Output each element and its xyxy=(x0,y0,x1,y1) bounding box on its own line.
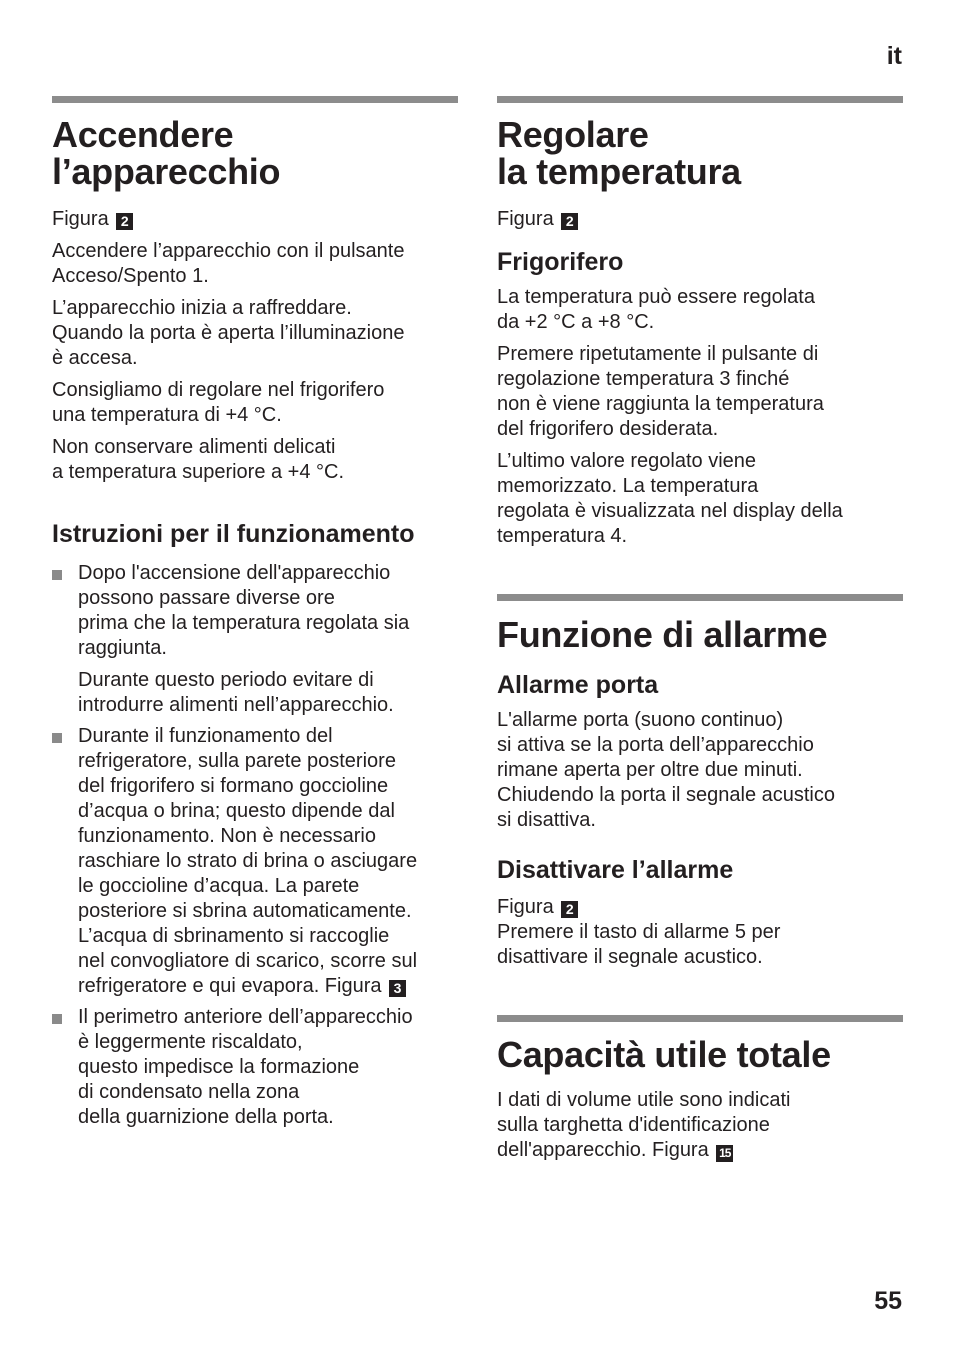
subheading: Allarme porta xyxy=(497,671,659,699)
bullet-list xyxy=(52,561,458,1130)
section-rule xyxy=(52,96,458,103)
bullet-square-icon xyxy=(52,733,62,743)
figure-number-box: 2 xyxy=(561,213,578,230)
figure-ref: Figura 2 xyxy=(497,207,903,232)
list-item: Dopo l'accensione dell'apparecchio possono passare diverse ore prima che la temperatura regolata sia raggiunta. Durante questo periodo evitare di introdurre alimenti nell’apparecchio. xyxy=(52,561,458,718)
paragraph: Premere ripetutamente il pulsante di regolazione temperatura 3 finché non è viene raggiunta la temperatura del frigorifero desiderata. xyxy=(497,343,824,440)
bullet-square-icon xyxy=(52,570,62,580)
paragraph: Accendere l’apparecchio con il pulsante Acceso/Spento 1. xyxy=(52,240,405,287)
section-temperature xyxy=(497,96,903,549)
paragraph: L’ultimo valore regolato viene memorizzato. La temperatura regolata è visualizzata nel display della temperatura 4. xyxy=(497,450,843,547)
paragraph: L'allarme porta (suono continuo) si attiva se la porta dell’apparecchio rimane aperta per oltre due minuti. Chiudendo la porta il segnale acustico si disattiva. xyxy=(497,709,835,831)
subheading: Disattivare l’allarme xyxy=(497,856,734,884)
paragraph: L’apparecchio inizia a raffreddare. Quando la porta è aperta l’illuminazione è accesa. xyxy=(52,297,405,369)
section-rule xyxy=(497,96,903,103)
section-alarm xyxy=(497,594,903,970)
section-title xyxy=(52,116,458,190)
paragraph: La temperatura può essere regolata da +2 °C a +8 °C. xyxy=(497,286,815,333)
section-switch-on xyxy=(52,96,458,1130)
figure-number-box: 2 xyxy=(116,213,133,230)
title-line: l’apparecchio xyxy=(52,151,281,192)
left-column xyxy=(52,96,458,1130)
paragraph: I dati di volume utile sono indicati sulla targhetta d'identificazione dell'apparecchio. Figura 15 xyxy=(497,1089,791,1161)
paragraph: Non conservare alimenti delicati a temperatura superiore a +4 °C. xyxy=(52,436,345,483)
section-title: Funzione di allarme xyxy=(497,614,828,655)
page-number: 55 xyxy=(874,1287,902,1315)
subheading: Istruzioni per il funzionamento xyxy=(52,520,415,548)
list-item: Il perimetro anteriore dell’apparecchio è leggermente riscaldato, questo impedisce la formazione di condensato nella zona della guarnizione della porta. xyxy=(52,1005,458,1130)
language-code: it xyxy=(886,42,902,70)
bullet-square-icon xyxy=(52,1014,62,1024)
figure-number-box: 2 xyxy=(561,901,578,918)
section-title: Regolare la temperatura xyxy=(497,114,741,192)
section-title: Capacità utile totale xyxy=(497,1034,831,1075)
section-rule xyxy=(497,594,903,601)
section-capacity xyxy=(497,1015,903,1163)
figure-number-box: 3 xyxy=(389,980,406,997)
section-rule xyxy=(497,1015,903,1022)
subheading: Frigorifero xyxy=(497,248,624,276)
title-line: Accendere xyxy=(52,114,234,155)
right-column xyxy=(497,96,903,1163)
list-item: Durante il funzionamento del refrigeratore, sulla parete posteriore del frigorifero si formano goccioline d’acqua o brina; questo dipende dal funzionamento. Non è necessario raschiare lo strato di brina o asciugare le goccioline d’acqua. La parete posteriore si sbrina automaticamente. L’acqua di sbrinamento si raccoglie nel convogliatore di scarico, scorre sul refrigeratore e qui evapora. Figura 3 xyxy=(52,724,458,999)
paragraph: Figura 2 Premere il tasto di allarme 5 per disattivare il segnale acustico. xyxy=(497,896,781,968)
figure-number-box: 15 xyxy=(716,1145,733,1162)
paragraph: Consigliamo di regolare nel frigorifero una temperatura di +4 °C. xyxy=(52,379,385,426)
figure-ref: Figura 2 xyxy=(52,207,458,232)
